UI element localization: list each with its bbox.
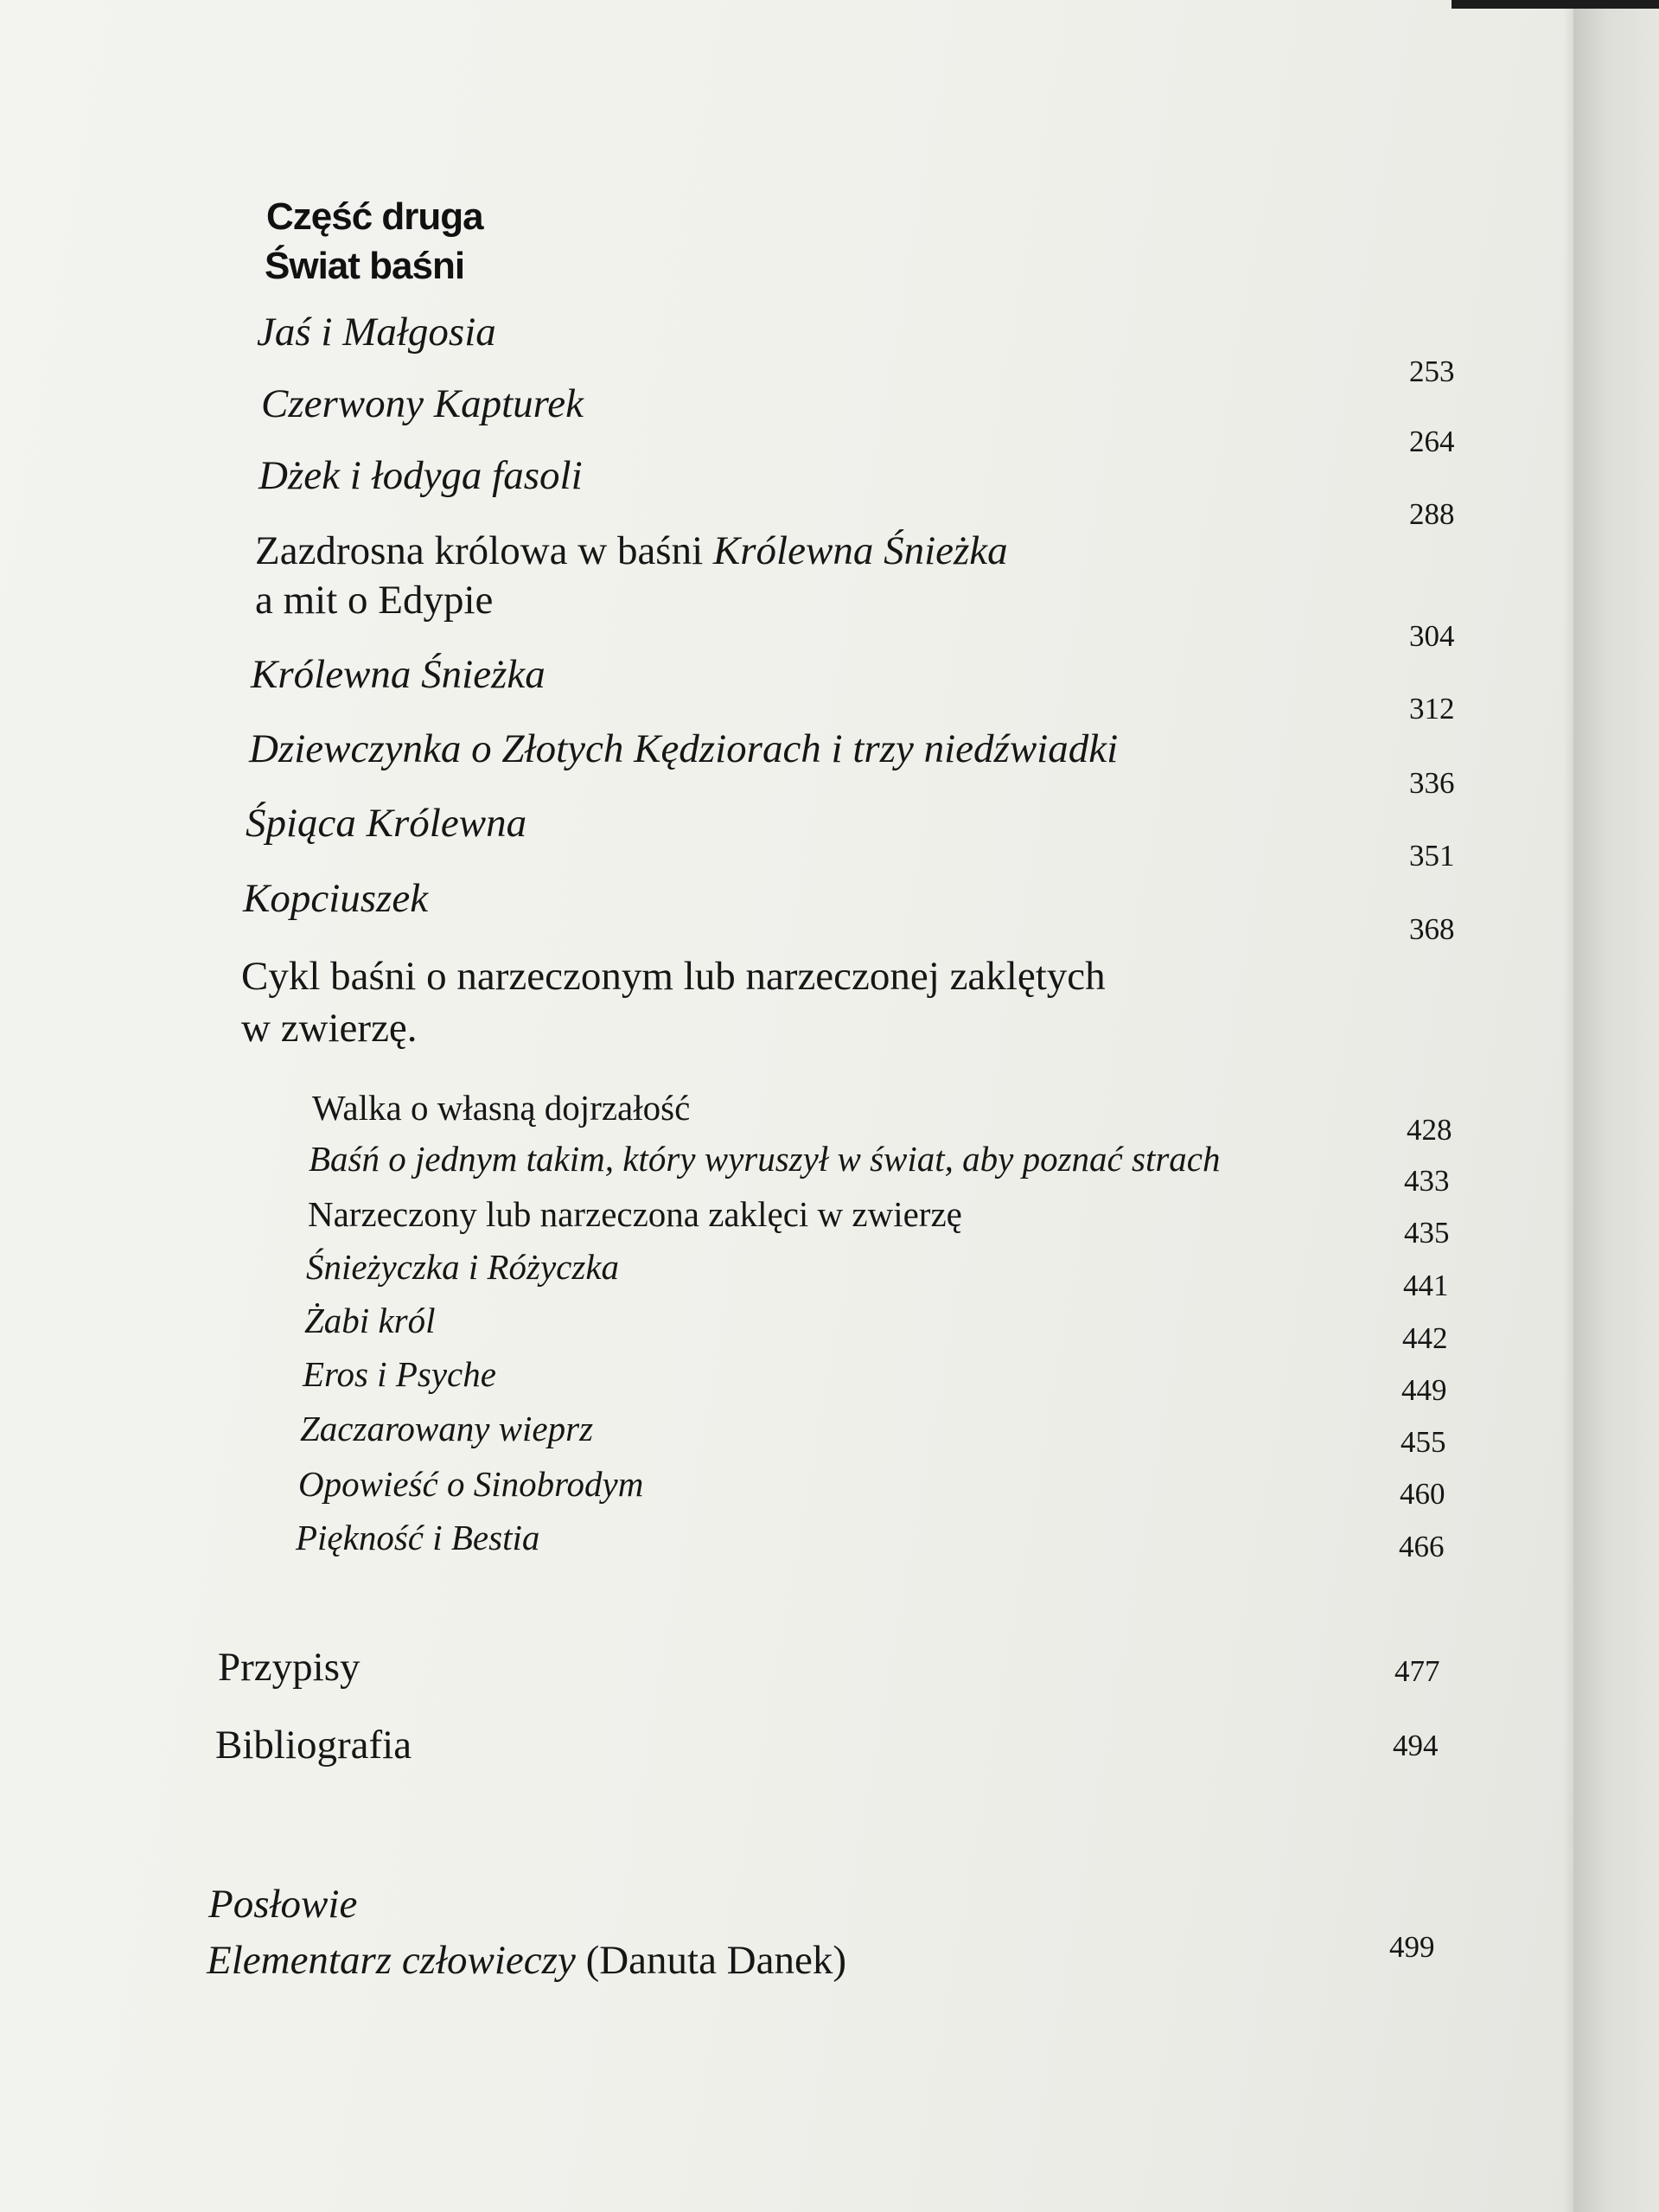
cycle-item-title: Zaczarowany wieprz — [300, 1409, 594, 1448]
cycle-item-page: 442 — [1402, 1321, 1448, 1355]
cycle-item-page: 466 — [1399, 1530, 1445, 1563]
toc-entry-title: Kopciuszek — [243, 876, 429, 921]
part-label: Część druga — [266, 195, 483, 238]
afterword-label: Posłowie — [208, 1882, 358, 1927]
back-matter-page: 494 — [1393, 1729, 1439, 1762]
cycle-item-title: Opowieść o Sinobrodym — [298, 1464, 644, 1504]
next-page-strip — [1573, 0, 1659, 2212]
toc-entry-page: 368 — [1409, 912, 1455, 946]
afterword-page: 499 — [1389, 1930, 1435, 1964]
toc-entry-page: 304 — [1409, 619, 1455, 653]
cycle-item-title: Śnieżyczka i Różyczka — [306, 1247, 620, 1287]
toc-entry-page: 264 — [1409, 425, 1455, 458]
toc-entry-title-line2: a mit o Edypie — [255, 578, 494, 623]
toc-entry-title: Królewna Śnieżka — [251, 652, 546, 697]
toc-entry-title-italic: Królewna Śnieżka — [712, 528, 1008, 573]
cycle-item-page: 433 — [1404, 1164, 1450, 1198]
cycle-item-page: 435 — [1404, 1216, 1450, 1250]
cycle-item-title: Baśń o jednym takim, który wyruszył w świat, aby poznać strach — [309, 1139, 1221, 1179]
cycle-item-title: Eros i Psyche — [303, 1354, 496, 1394]
cycle-item-page: 441 — [1403, 1269, 1449, 1302]
toc-entry-page: 336 — [1409, 766, 1455, 800]
cycle-item-title: Walka o własną dojrzałość — [312, 1088, 691, 1128]
toc-entry-page: 312 — [1409, 692, 1455, 726]
cycle-item-page: 455 — [1401, 1425, 1446, 1459]
background-edge — [1452, 0, 1659, 9]
afterword-author: (Danuta Danek) — [575, 1938, 847, 1983]
toc-entry-title — [255, 528, 1008, 573]
cycle-item-page: 428 — [1407, 1113, 1452, 1147]
afterword-title-italic: Elementarz człowieczy — [207, 1938, 576, 1983]
toc-entry-page: 253 — [1409, 355, 1455, 388]
toc-entry-title: Śpiąca Królewna — [246, 801, 527, 846]
cycle-item-page: 460 — [1400, 1477, 1445, 1511]
back-matter-page: 477 — [1394, 1654, 1440, 1688]
cycle-title-line2: w zwierzę. — [241, 1006, 418, 1051]
back-matter-title: Bibliografia — [215, 1723, 412, 1768]
back-matter-title: Przypisy — [218, 1645, 361, 1690]
cycle-item-title: Narzeczony lub narzeczona zaklęci w zwierzę — [308, 1194, 962, 1234]
cycle-item-page: 449 — [1401, 1373, 1447, 1407]
cycle-title: Cykl baśni o narzeczonym lub narzeczonej zaklętych — [241, 954, 1106, 999]
toc-entry-title-roman: Zazdrosna królowa w baśni — [255, 528, 713, 573]
toc-entry-title: Czerwony Kapturek — [261, 381, 584, 426]
toc-entry-title: Jaś i Małgosia — [257, 310, 496, 355]
part-title: Świat baśni — [265, 245, 465, 287]
cycle-item-title: Piękność i Bestia — [296, 1518, 540, 1557]
toc-entry-page: 288 — [1409, 497, 1455, 531]
toc-entry-title: Dziewczynka o Złotych Kędziorach i trzy niedźwiadki — [249, 726, 1119, 771]
toc-entry-page: 351 — [1409, 839, 1455, 873]
cycle-item-title: Żabi król — [304, 1301, 436, 1340]
toc-entry-title: Dżek i łodyga fasoli — [258, 453, 583, 498]
afterword-title — [207, 1940, 846, 1981]
